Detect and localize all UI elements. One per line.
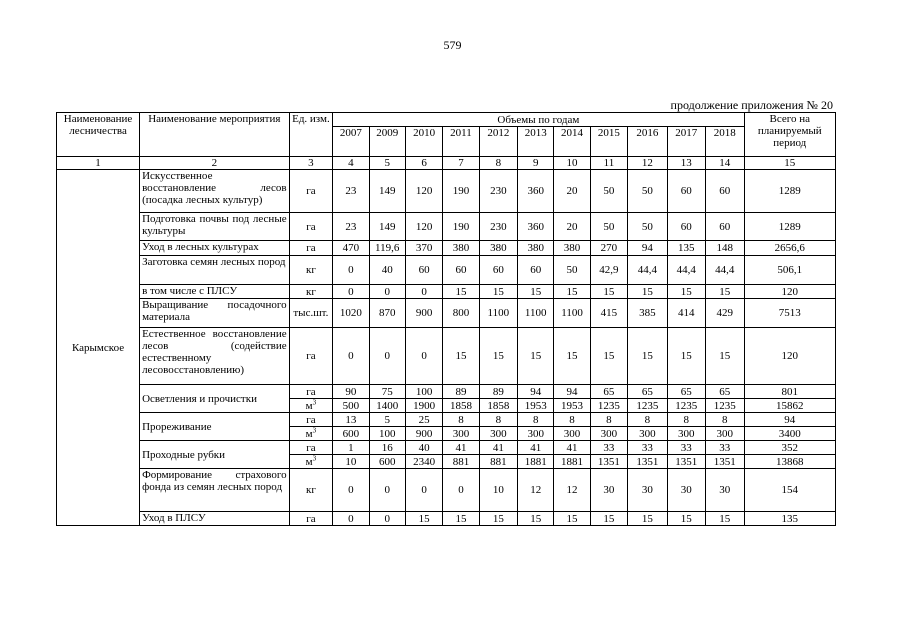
value-cell: 15 bbox=[479, 328, 517, 385]
value-cell: 100 bbox=[405, 385, 442, 399]
value-cell: 0 bbox=[369, 285, 405, 299]
table-row bbox=[57, 512, 836, 526]
value-cell: 0 bbox=[333, 256, 369, 285]
activity-name: Уход в ПЛСУ bbox=[140, 512, 290, 526]
value-cell: 15 bbox=[443, 328, 479, 385]
column-number: 1 bbox=[57, 157, 140, 170]
value-cell: 60 bbox=[705, 170, 744, 213]
column-number: 3 bbox=[289, 157, 333, 170]
value-cell: 0 bbox=[333, 512, 369, 526]
unit-cell: тыс.шт. bbox=[289, 299, 333, 328]
value-cell: 15 bbox=[705, 328, 744, 385]
value-cell: 1235 bbox=[667, 399, 705, 413]
value-cell: 15 bbox=[443, 285, 479, 299]
value-cell: 12 bbox=[554, 469, 590, 512]
value-cell: 1351 bbox=[628, 455, 667, 469]
value-cell: 44,4 bbox=[667, 256, 705, 285]
total-cell: 1289 bbox=[744, 170, 835, 213]
value-cell: 44,4 bbox=[628, 256, 667, 285]
value-cell: 380 bbox=[479, 241, 517, 256]
value-cell: 429 bbox=[705, 299, 744, 328]
header-activity: Наименование мероприятия bbox=[140, 113, 290, 157]
value-cell: 120 bbox=[405, 213, 442, 241]
forestry-volumes-table bbox=[56, 112, 836, 526]
value-cell: 300 bbox=[443, 427, 479, 441]
total-cell: 94 bbox=[744, 413, 835, 427]
value-cell: 15 bbox=[667, 285, 705, 299]
column-number: 10 bbox=[554, 157, 590, 170]
value-cell: 25 bbox=[405, 413, 442, 427]
activity-name: в том числе с ПЛСУ bbox=[140, 285, 290, 299]
value-cell: 10 bbox=[479, 469, 517, 512]
value-cell: 15 bbox=[405, 512, 442, 526]
value-cell: 15 bbox=[479, 512, 517, 526]
value-cell: 1100 bbox=[479, 299, 517, 328]
total-cell: 2656,6 bbox=[744, 241, 835, 256]
activity-name: Формирование страхового фонда из семян лесных пород bbox=[140, 469, 290, 512]
value-cell: 60 bbox=[479, 256, 517, 285]
total-cell: 506,1 bbox=[744, 256, 835, 285]
value-cell: 40 bbox=[405, 441, 442, 455]
value-cell: 135 bbox=[667, 241, 705, 256]
value-cell: 15 bbox=[590, 328, 627, 385]
activity-name: Уход в лесных культурах bbox=[140, 241, 290, 256]
column-number: 9 bbox=[518, 157, 554, 170]
value-cell: 33 bbox=[590, 441, 627, 455]
header-year: 2016 bbox=[628, 127, 667, 157]
total-cell: 352 bbox=[744, 441, 835, 455]
value-cell: 65 bbox=[628, 385, 667, 399]
value-cell: 15 bbox=[518, 285, 554, 299]
activity-name: Осветления и прочистки bbox=[140, 385, 290, 413]
value-cell: 8 bbox=[479, 413, 517, 427]
value-cell: 15 bbox=[554, 285, 590, 299]
value-cell: 360 bbox=[518, 170, 554, 213]
value-cell: 15 bbox=[554, 512, 590, 526]
value-cell: 44,4 bbox=[705, 256, 744, 285]
value-cell: 15 bbox=[443, 512, 479, 526]
activity-name: Выращивание посадочного материала bbox=[140, 299, 290, 328]
value-cell: 1351 bbox=[590, 455, 627, 469]
table-row bbox=[57, 328, 836, 385]
value-cell: 881 bbox=[443, 455, 479, 469]
value-cell: 15 bbox=[628, 285, 667, 299]
value-cell: 385 bbox=[628, 299, 667, 328]
header-total: Всего на планируемый период bbox=[744, 113, 835, 157]
value-cell: 15 bbox=[705, 285, 744, 299]
column-number: 14 bbox=[705, 157, 744, 170]
value-cell: 380 bbox=[554, 241, 590, 256]
activity-name: Искусственное восстановление лесов (посадка лесных культур) bbox=[140, 170, 290, 213]
value-cell: 15 bbox=[590, 512, 627, 526]
total-cell: 801 bbox=[744, 385, 835, 399]
continuation-label: продолжение приложения № 20 bbox=[670, 98, 833, 112]
header-year: 2018 bbox=[705, 127, 744, 157]
value-cell: 8 bbox=[628, 413, 667, 427]
value-cell: 300 bbox=[554, 427, 590, 441]
value-cell: 190 bbox=[443, 213, 479, 241]
value-cell: 8 bbox=[518, 413, 554, 427]
value-cell: 0 bbox=[369, 512, 405, 526]
value-cell: 65 bbox=[667, 385, 705, 399]
value-cell: 300 bbox=[705, 427, 744, 441]
table-row bbox=[57, 213, 836, 241]
header-unit: Ед. изм. bbox=[289, 113, 333, 157]
activity-name: Естественное восстановление лесов (содействие естественному лесовосстановлению) bbox=[140, 328, 290, 385]
header-forestry: Наименование лесничества bbox=[57, 113, 140, 157]
value-cell: 1235 bbox=[590, 399, 627, 413]
table-row bbox=[57, 441, 836, 455]
value-cell: 230 bbox=[479, 170, 517, 213]
unit-cell: га bbox=[289, 413, 333, 427]
table-row bbox=[57, 299, 836, 328]
value-cell: 65 bbox=[705, 385, 744, 399]
value-cell: 8 bbox=[443, 413, 479, 427]
unit-cell: га bbox=[289, 512, 333, 526]
header-year: 2007 bbox=[333, 127, 369, 157]
value-cell: 15 bbox=[518, 512, 554, 526]
header-year: 2012 bbox=[479, 127, 517, 157]
value-cell: 870 bbox=[369, 299, 405, 328]
table-row bbox=[57, 256, 836, 285]
value-cell: 75 bbox=[369, 385, 405, 399]
total-cell: 3400 bbox=[744, 427, 835, 441]
value-cell: 50 bbox=[554, 256, 590, 285]
value-cell: 20 bbox=[554, 213, 590, 241]
value-cell: 50 bbox=[590, 213, 627, 241]
forestry-name: Карымское bbox=[57, 170, 140, 526]
value-cell: 50 bbox=[628, 213, 667, 241]
value-cell: 300 bbox=[628, 427, 667, 441]
value-cell: 190 bbox=[443, 170, 479, 213]
value-cell: 149 bbox=[369, 213, 405, 241]
total-cell: 7513 bbox=[744, 299, 835, 328]
column-number: 2 bbox=[140, 157, 290, 170]
value-cell: 40 bbox=[369, 256, 405, 285]
value-cell: 900 bbox=[405, 299, 442, 328]
unit-cell: га bbox=[289, 213, 333, 241]
value-cell: 415 bbox=[590, 299, 627, 328]
value-cell: 5 bbox=[369, 413, 405, 427]
value-cell: 300 bbox=[479, 427, 517, 441]
value-cell: 15 bbox=[667, 512, 705, 526]
value-cell: 60 bbox=[405, 256, 442, 285]
unit-cell: кг bbox=[289, 285, 333, 299]
value-cell: 1881 bbox=[518, 455, 554, 469]
value-cell: 600 bbox=[369, 455, 405, 469]
value-cell: 230 bbox=[479, 213, 517, 241]
unit-cell: га bbox=[289, 328, 333, 385]
value-cell: 148 bbox=[705, 241, 744, 256]
value-cell: 380 bbox=[518, 241, 554, 256]
header-year: 2010 bbox=[405, 127, 442, 157]
header-year: 2009 bbox=[369, 127, 405, 157]
value-cell: 1400 bbox=[369, 399, 405, 413]
value-cell: 89 bbox=[479, 385, 517, 399]
value-cell: 2340 bbox=[405, 455, 442, 469]
unit-cell: га bbox=[289, 170, 333, 213]
value-cell: 20 bbox=[554, 170, 590, 213]
column-number: 6 bbox=[405, 157, 442, 170]
value-cell: 1020 bbox=[333, 299, 369, 328]
value-cell: 800 bbox=[443, 299, 479, 328]
header-year: 2014 bbox=[554, 127, 590, 157]
value-cell: 370 bbox=[405, 241, 442, 256]
total-cell: 13868 bbox=[744, 455, 835, 469]
value-cell: 15 bbox=[518, 328, 554, 385]
value-cell: 94 bbox=[554, 385, 590, 399]
value-cell: 13 bbox=[333, 413, 369, 427]
value-cell: 8 bbox=[705, 413, 744, 427]
value-cell: 119,6 bbox=[369, 241, 405, 256]
unit-cell: $м^3$ bbox=[289, 399, 333, 413]
value-cell: 1 bbox=[333, 441, 369, 455]
value-cell: 41 bbox=[518, 441, 554, 455]
table-row bbox=[57, 413, 836, 427]
value-cell: 65 bbox=[590, 385, 627, 399]
value-cell: 60 bbox=[667, 170, 705, 213]
table-row bbox=[57, 241, 836, 256]
value-cell: 149 bbox=[369, 170, 405, 213]
value-cell: 94 bbox=[518, 385, 554, 399]
value-cell: 0 bbox=[333, 469, 369, 512]
value-cell: 1351 bbox=[667, 455, 705, 469]
value-cell: 881 bbox=[479, 455, 517, 469]
value-cell: 33 bbox=[667, 441, 705, 455]
value-cell: 0 bbox=[405, 328, 442, 385]
unit-cell: $м^3$ bbox=[289, 427, 333, 441]
value-cell: 0 bbox=[333, 285, 369, 299]
unit-cell: га bbox=[289, 441, 333, 455]
unit-cell: га bbox=[289, 385, 333, 399]
total-cell: 120 bbox=[744, 285, 835, 299]
header-year: 2017 bbox=[667, 127, 705, 157]
value-cell: 470 bbox=[333, 241, 369, 256]
value-cell: 500 bbox=[333, 399, 369, 413]
total-cell: 15862 bbox=[744, 399, 835, 413]
value-cell: 8 bbox=[554, 413, 590, 427]
value-cell: 50 bbox=[628, 170, 667, 213]
value-cell: 100 bbox=[369, 427, 405, 441]
value-cell: 42,9 bbox=[590, 256, 627, 285]
value-cell: 41 bbox=[443, 441, 479, 455]
value-cell: 12 bbox=[518, 469, 554, 512]
value-cell: 94 bbox=[628, 241, 667, 256]
value-cell: 1100 bbox=[518, 299, 554, 328]
value-cell: 0 bbox=[333, 328, 369, 385]
value-cell: 30 bbox=[705, 469, 744, 512]
value-cell: 1881 bbox=[554, 455, 590, 469]
column-number: 15 bbox=[744, 157, 835, 170]
value-cell: 0 bbox=[369, 328, 405, 385]
header-year: 2015 bbox=[590, 127, 627, 157]
value-cell: 0 bbox=[443, 469, 479, 512]
total-cell: 120 bbox=[744, 328, 835, 385]
value-cell: 90 bbox=[333, 385, 369, 399]
value-cell: 0 bbox=[405, 285, 442, 299]
value-cell: 30 bbox=[628, 469, 667, 512]
value-cell: 414 bbox=[667, 299, 705, 328]
value-cell: 15 bbox=[628, 328, 667, 385]
column-number: 5 bbox=[369, 157, 405, 170]
value-cell: 15 bbox=[479, 285, 517, 299]
value-cell: 30 bbox=[590, 469, 627, 512]
table-row bbox=[57, 170, 836, 213]
value-cell: 0 bbox=[369, 469, 405, 512]
value-cell: 15 bbox=[554, 328, 590, 385]
value-cell: 1235 bbox=[705, 399, 744, 413]
unit-cell: кг bbox=[289, 256, 333, 285]
total-cell: 1289 bbox=[744, 213, 835, 241]
value-cell: 33 bbox=[628, 441, 667, 455]
value-cell: 900 bbox=[405, 427, 442, 441]
value-cell: 1858 bbox=[443, 399, 479, 413]
value-cell: 380 bbox=[443, 241, 479, 256]
value-cell: 60 bbox=[518, 256, 554, 285]
value-cell: 15 bbox=[628, 512, 667, 526]
column-number: 13 bbox=[667, 157, 705, 170]
column-number: 7 bbox=[443, 157, 479, 170]
value-cell: 300 bbox=[667, 427, 705, 441]
value-cell: 1953 bbox=[554, 399, 590, 413]
value-cell: 120 bbox=[405, 170, 442, 213]
activity-name: Заготовка семян лесных пород bbox=[140, 256, 290, 285]
value-cell: 60 bbox=[443, 256, 479, 285]
column-number: 8 bbox=[479, 157, 517, 170]
value-cell: 30 bbox=[667, 469, 705, 512]
table-row bbox=[57, 285, 836, 299]
value-cell: 360 bbox=[518, 213, 554, 241]
value-cell: 0 bbox=[405, 469, 442, 512]
value-cell: 8 bbox=[590, 413, 627, 427]
value-cell: 300 bbox=[590, 427, 627, 441]
table-row bbox=[57, 469, 836, 512]
value-cell: 33 bbox=[705, 441, 744, 455]
value-cell: 16 bbox=[369, 441, 405, 455]
unit-cell: га bbox=[289, 241, 333, 256]
value-cell: 1858 bbox=[479, 399, 517, 413]
column-number: 11 bbox=[590, 157, 627, 170]
value-cell: 1351 bbox=[705, 455, 744, 469]
value-cell: 23 bbox=[333, 213, 369, 241]
value-cell: 15 bbox=[667, 328, 705, 385]
value-cell: 15 bbox=[590, 285, 627, 299]
activity-name: Прореживание bbox=[140, 413, 290, 441]
activity-name: Подготовка почвы под лесные культуры bbox=[140, 213, 290, 241]
value-cell: 1100 bbox=[554, 299, 590, 328]
value-cell: 41 bbox=[554, 441, 590, 455]
value-cell: 1953 bbox=[518, 399, 554, 413]
total-cell: 135 bbox=[744, 512, 835, 526]
value-cell: 300 bbox=[518, 427, 554, 441]
value-cell: 60 bbox=[705, 213, 744, 241]
value-cell: 8 bbox=[667, 413, 705, 427]
column-number: 12 bbox=[628, 157, 667, 170]
value-cell: 600 bbox=[333, 427, 369, 441]
activity-name: Проходные рубки bbox=[140, 441, 290, 469]
value-cell: 270 bbox=[590, 241, 627, 256]
value-cell: 41 bbox=[479, 441, 517, 455]
column-number: 4 bbox=[333, 157, 369, 170]
value-cell: 1900 bbox=[405, 399, 442, 413]
header-year: 2013 bbox=[518, 127, 554, 157]
total-cell: 154 bbox=[744, 469, 835, 512]
header-year: 2011 bbox=[443, 127, 479, 157]
value-cell: 23 bbox=[333, 170, 369, 213]
unit-cell: $м^3$ bbox=[289, 455, 333, 469]
value-cell: 10 bbox=[333, 455, 369, 469]
table-row bbox=[57, 385, 836, 399]
value-cell: 89 bbox=[443, 385, 479, 399]
value-cell: 60 bbox=[667, 213, 705, 241]
value-cell: 50 bbox=[590, 170, 627, 213]
value-cell: 15 bbox=[705, 512, 744, 526]
unit-cell: кг bbox=[289, 469, 333, 512]
header-volumes: Объемы по годам bbox=[333, 113, 744, 127]
value-cell: 1235 bbox=[628, 399, 667, 413]
page-number: 579 bbox=[443, 38, 462, 52]
